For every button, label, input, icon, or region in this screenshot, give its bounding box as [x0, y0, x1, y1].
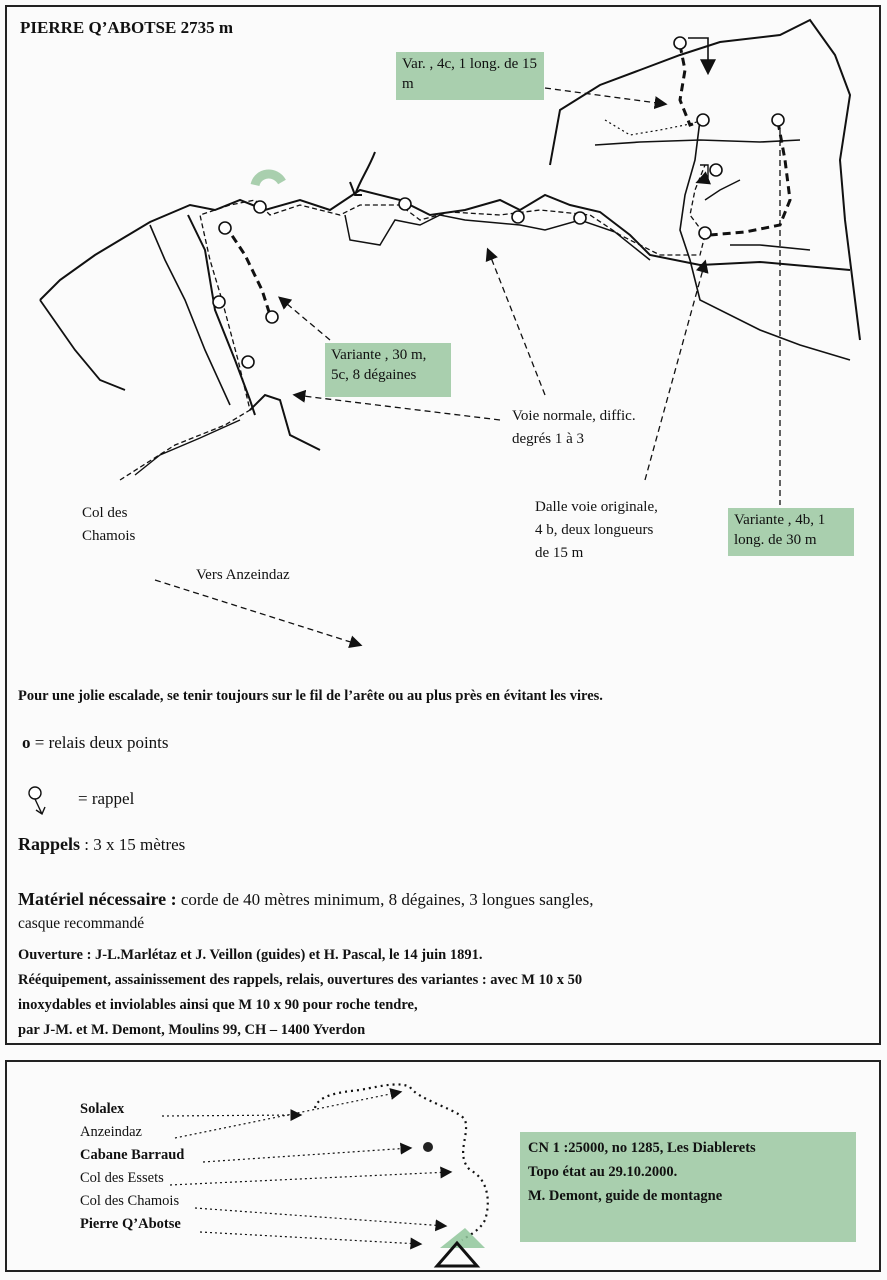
rappel-arrow-curl — [350, 152, 375, 195]
variante-4b-route — [710, 122, 790, 235]
label-dalle — [535, 496, 658, 565]
reequip-line3: par J-M. et M. Demont, Moulins 99, CH – 1400 Yverdon — [18, 1022, 366, 1038]
materiel-value: corde de 40 mètres minimum, 8 dégaines, 3 longues sangles, — [176, 890, 594, 909]
callout-variante-4b-line1: Variante , 4b, 1 — [734, 512, 826, 528]
relais-text: = relais deux points — [30, 733, 169, 752]
materiel-block — [18, 887, 593, 936]
label-voie-normale — [512, 405, 636, 451]
callout-variante-4b-line2: long. de 30 m — [734, 532, 817, 548]
ouverture-block — [18, 943, 582, 1043]
place-anzeindaz: Anzeindaz — [80, 1124, 142, 1140]
label-dalle-line1: Dalle voie originale, — [535, 499, 658, 515]
place-cabane-barraud: Cabane Barraud — [80, 1147, 185, 1163]
page-title: PIERRE Q’ABOTSE 2735 m — [20, 18, 233, 37]
place-col-des-chamois: Col des Chamois — [80, 1193, 180, 1209]
arrow-variante5c — [280, 298, 330, 340]
ridge-line — [40, 190, 850, 300]
map-info-line3: M. Demont, guide de montagne — [528, 1188, 723, 1204]
label-vers-anzeindaz: Vers Anzeindaz — [196, 567, 290, 583]
label-voie-normale-line2: degrés 1 à 3 — [512, 431, 585, 447]
materiel-label: Matériel nécessaire : — [18, 889, 177, 909]
rappels-value: : 3 x 15 mètres — [80, 835, 186, 854]
note-escalade: Pour une jolie escalade, se tenir toujours sur le fil de l’arête ou au plus près en évitant les vires. — [18, 688, 603, 704]
rappels-label: Rappels — [18, 834, 81, 854]
rappels-line — [18, 834, 185, 855]
callout-var-4c — [396, 52, 544, 100]
map-info-box — [520, 1132, 856, 1242]
right-face — [680, 120, 850, 360]
callout-variante-5c-line2: 5c, 8 dégaines — [331, 367, 417, 383]
ridge-ledge — [345, 215, 650, 260]
summit-ledge-2 — [730, 245, 810, 250]
left-spur — [40, 300, 125, 390]
label-dalle-line3: de 15 m — [535, 545, 584, 561]
arrow-dalle — [645, 262, 705, 480]
var-4c-route — [680, 45, 705, 125]
legend-rappel-text: = rappel — [78, 789, 135, 808]
arrow-anzeindaz — [155, 580, 360, 645]
col-base — [135, 420, 240, 475]
access-track — [315, 1084, 488, 1240]
right-face-2 — [705, 180, 740, 200]
reequip-line2: inoxydables et inviolables ainsi que M 10 x 90 pour roche tendre, — [18, 997, 418, 1013]
place-solalex: Solalex — [80, 1101, 125, 1117]
label-col-des-chamois — [82, 502, 135, 548]
map-info-line2: Topo état au 29.10.2000. — [528, 1164, 678, 1180]
label-voie-normale-line1: Voie normale, diffic. — [512, 408, 636, 424]
materiel-value-2: casque recommandé — [18, 915, 145, 932]
green-turn — [255, 174, 282, 185]
summit-block — [550, 20, 860, 340]
place-col-des-essets: Col des Essets — [80, 1170, 164, 1186]
arrow-voie-normale-1 — [295, 395, 500, 420]
rappel-arrow-top — [688, 38, 708, 72]
variante-5c-route — [225, 225, 270, 315]
ouverture-line: Ouverture : J-L.Marlétaz et J. Veillon (guides) et H. Pascal, le 14 juin 1891. — [18, 947, 483, 963]
place-pierre-qabotse: Pierre Q’Abotse — [80, 1216, 181, 1232]
callout-variante-5c-line1: Variante , 30 m, — [331, 347, 427, 363]
places-list — [80, 1098, 184, 1236]
callout-variante-4b — [728, 508, 854, 556]
arrow-voie-normale-2 — [488, 250, 545, 395]
label-col-line1: Col des — [82, 505, 128, 521]
relais-symbol: o — [22, 733, 31, 752]
label-dalle-line2: 4 b, deux longueurs — [535, 522, 654, 538]
map-info-line1: CN 1 :25000, no 1285, Les Diablerets — [528, 1140, 756, 1156]
arrow-var4c — [545, 88, 665, 104]
reequip-line1: Rééquipement, assainissement des rappels, relais, ouvertures des variantes : avec M 10 x 50 — [18, 972, 583, 988]
callout-var-4c-text: Var. , 4c, 1 long. de 15 m — [402, 56, 537, 92]
callout-variante-5c — [325, 343, 451, 397]
legend-relais — [22, 733, 169, 753]
col-rock — [250, 395, 320, 450]
label-col-line2: Chamois — [82, 528, 136, 544]
